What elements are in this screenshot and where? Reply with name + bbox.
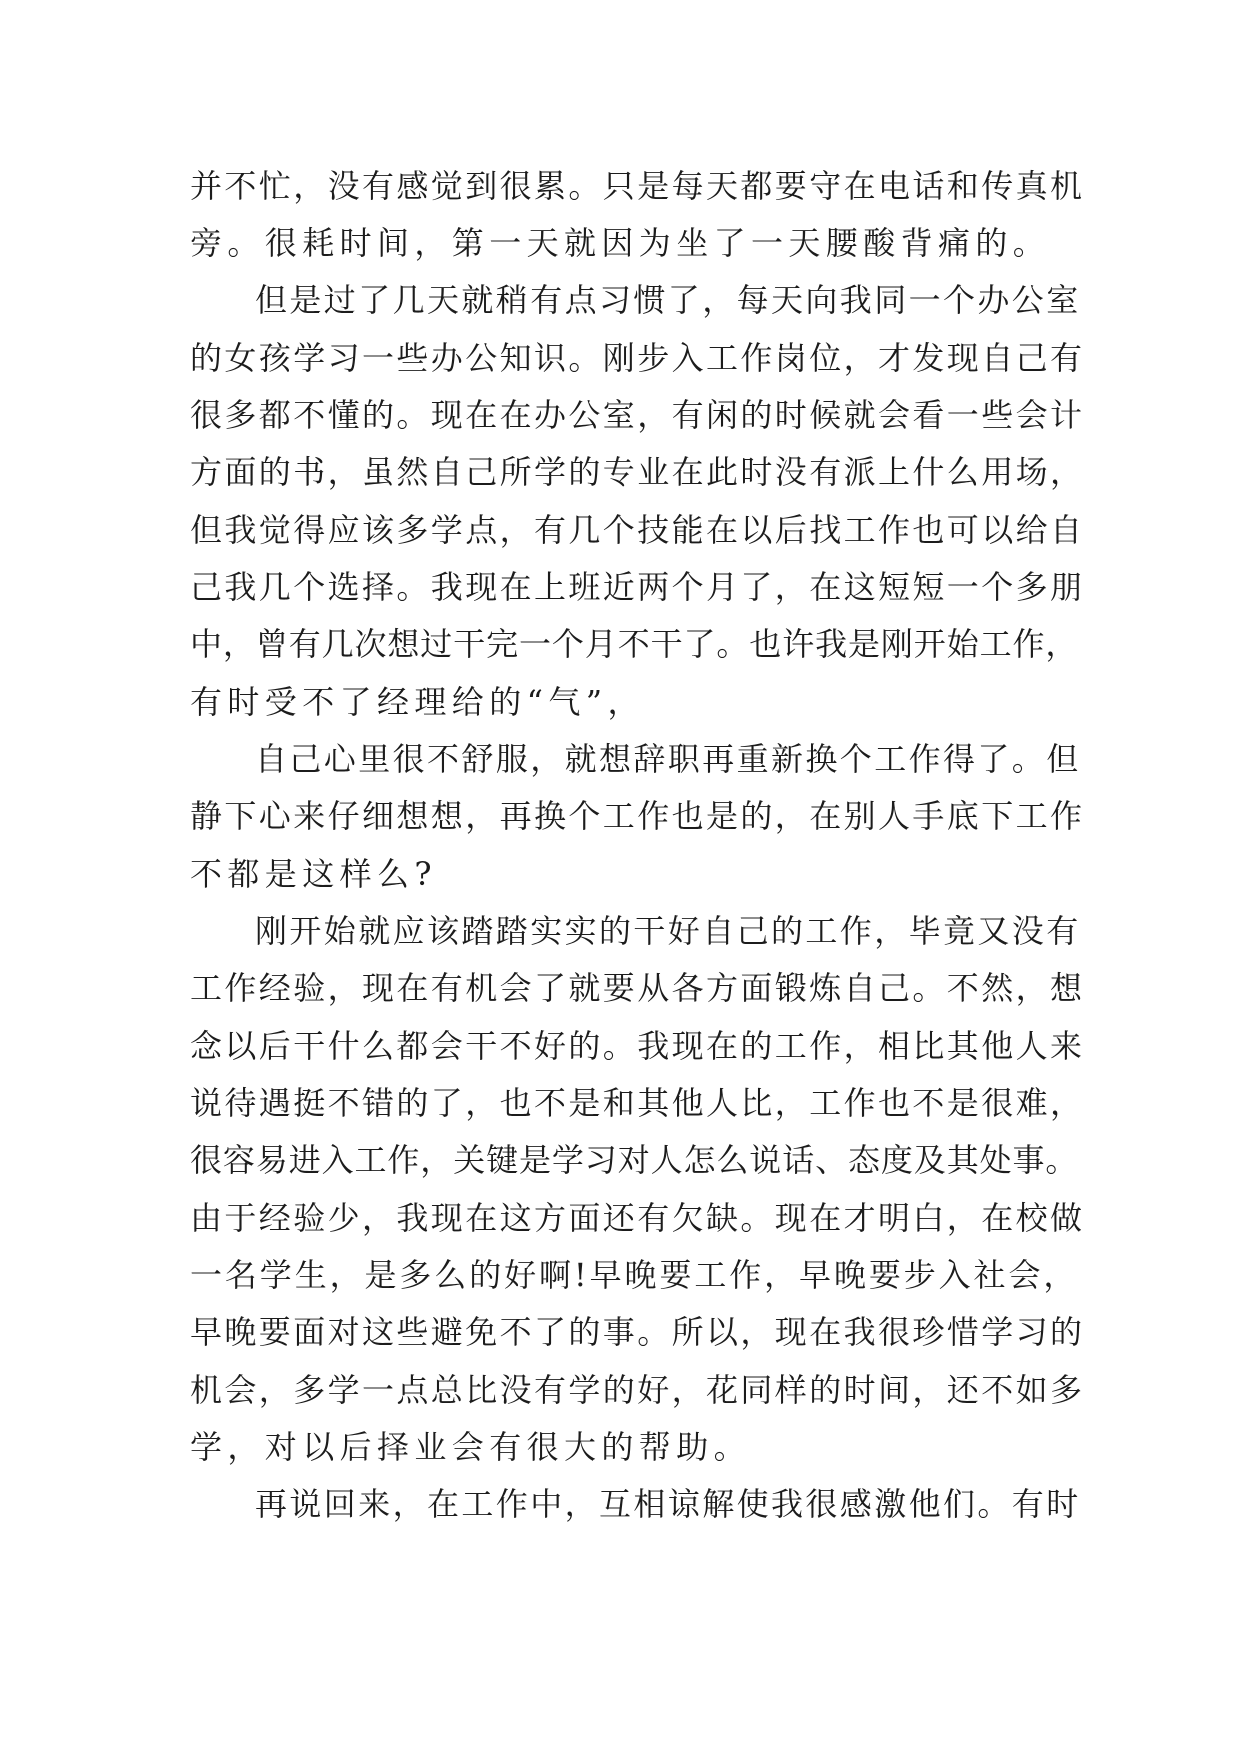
paragraph-first-line: 但是过了几天就稍有点习惯了，每天向我同一个办公室 (255, 281, 1081, 319)
text-line: 中，曾有几次想过干完一个月不干了。也许我是刚开始工作， (190, 625, 1079, 663)
text-line: 的女孩学习一些办公知识。刚步入工作岗位，才发现自己有 (190, 339, 1085, 377)
paragraph-first-line: 刚开始就应该踏踏实实的干好自己的工作，毕竟又没有 (255, 912, 1081, 950)
text-line: 不都是这样么? (190, 855, 437, 893)
text-line: 己我几个选择。我现在上班近两个月了，在这短短一个多朋 (190, 568, 1085, 606)
text-line: 学，对以后择业会有很大的帮助。 (190, 1428, 752, 1466)
paragraph-first-line: 自己心里很不舒服，就想辞职再重新换个工作得了。但 (255, 740, 1081, 778)
text-line: 方面的书，虽然自己所学的专业在此时没有派上什么用场， (190, 453, 1085, 491)
text-line: 工作经验，现在有机会了就要从各方面锻炼自己。不然，想 (190, 969, 1085, 1007)
text-line: 早晚要面对这些避免不了的事。所以，现在我很珍惜学习的 (190, 1313, 1085, 1351)
text-line: 很容易进入工作，关键是学习对人怎么说话、态度及其处事。 (190, 1141, 1079, 1179)
text-line: 旁。很耗时间，第一天就因为坐了一天腰酸背痛的。 (190, 224, 1051, 262)
text-line: 并不忙，没有感觉到很累。只是每天都要守在电话和传真机 (190, 167, 1085, 205)
text-line: 一名学生，是多么的好啊!早晚要工作，早晚要步入社会， (190, 1256, 1079, 1294)
text-line: 机会，多学一点总比没有学的好，花同样的时间，还不如多 (190, 1371, 1085, 1409)
text-line: 由于经验少，我现在这方面还有欠缺。现在才明白，在校做 (190, 1199, 1085, 1237)
text-line: 念以后干什么都会干不好的。我现在的工作，相比其他人来 (190, 1027, 1085, 1065)
text-line: 但我觉得应该多学点，有几个技能在以后找工作也可以给自 (190, 511, 1085, 549)
text-line: 静下心来仔细想想，再换个工作也是的，在别人手底下工作 (190, 797, 1085, 835)
text-line: 有时受不了经理给的“气”， (190, 683, 645, 721)
paragraph-first-line: 再说回来，在工作中，互相谅解使我很感激他们。有时 (255, 1485, 1081, 1523)
text-line: 说待遇挺不错的了，也不是和其他人比，工作也不是很难， (190, 1084, 1085, 1122)
text-line: 很多都不懂的。现在在办公室，有闲的时候就会看一些会计 (190, 396, 1085, 434)
